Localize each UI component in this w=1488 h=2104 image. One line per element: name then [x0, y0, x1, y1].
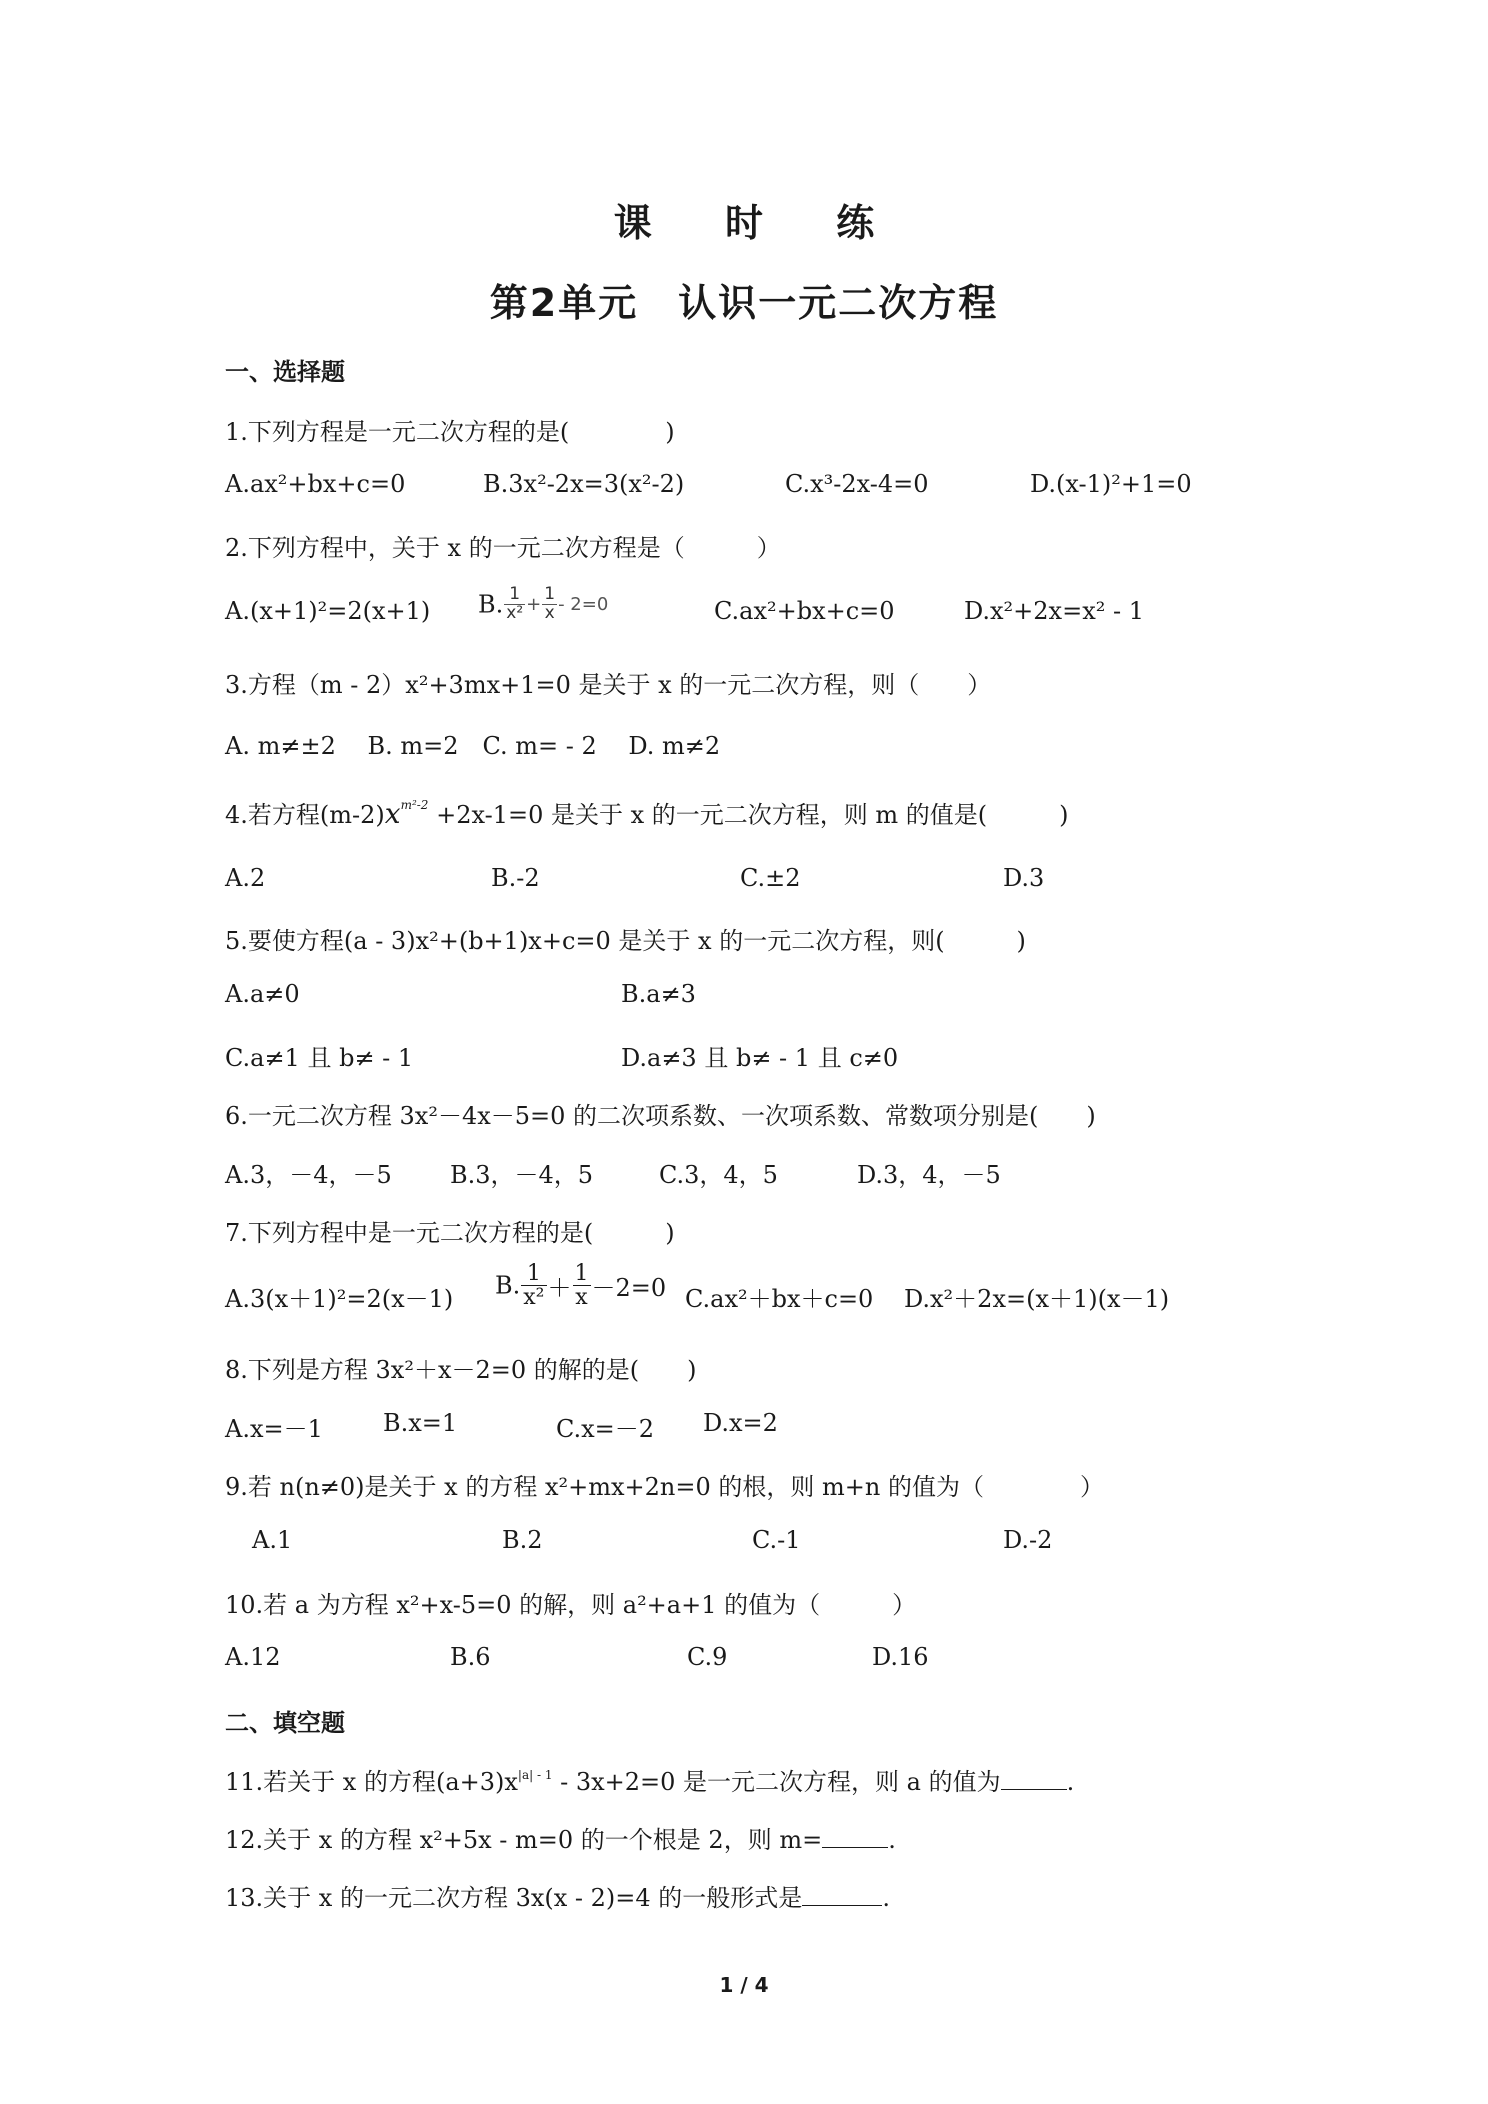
answer-blank[interactable]	[822, 1825, 888, 1848]
question-10-option-d: D.16	[872, 1643, 929, 1671]
question-4-option-d: D.3	[1003, 864, 1045, 892]
fraction	[573, 1262, 591, 1309]
numerator: 1	[504, 586, 525, 605]
stem-end: .	[882, 1884, 890, 1912]
question-7-option-b	[495, 1262, 666, 1309]
answer-blank[interactable]	[802, 1883, 882, 1906]
variable: x	[384, 797, 401, 830]
question-7-option-d: D.x²＋2x=(x＋1)(x－1)	[904, 1285, 1170, 1313]
question-1-option-a: A.ax²+bx+c=0	[225, 470, 406, 498]
question-1-stem: 1.下列方程是一元二次方程的是( )	[225, 418, 675, 446]
question-4-option-a: A.2	[225, 864, 266, 892]
section-heading-fill: 二、填空题	[225, 1709, 345, 1737]
stem-part: 12.关于 x 的方程 x²+5x - m=0 的一个根是 2，则 m=	[225, 1826, 823, 1854]
question-5-option-c: C.a≠1 且 b≠ - 1	[225, 1044, 414, 1072]
denominator: x	[575, 1285, 588, 1311]
question-6-option-b: B.3，－4，5	[450, 1161, 594, 1189]
question-5-option-d: D.a≠3 且 b≠ - 1 且 c≠0	[621, 1044, 899, 1072]
question-8-option-d: D.x=2	[703, 1409, 778, 1437]
question-6-option-d: D.3，4，－5	[857, 1161, 1001, 1189]
question-9-option-c: C.-1	[752, 1526, 801, 1554]
page-title: 课 时 练	[613, 201, 905, 245]
exponent: |a| - 1	[517, 1768, 553, 1782]
question-7-option-c: C.ax²＋bx＋c=0	[685, 1285, 874, 1313]
stem-part: 13.关于 x 的一元二次方程 3x(x - 2)=4 的一般形式是	[225, 1884, 803, 1912]
exponent: m²-2	[400, 798, 429, 812]
question-7-option-a: A.3(x＋1)²=2(x－1)	[225, 1285, 454, 1313]
question-9-stem: 9.若 n(n≠0)是关于 x 的方程 x²+mx+2n=0 的根，则 m+n 的值为（ ）	[225, 1473, 1104, 1501]
equation-rest: －2=0	[591, 1274, 667, 1303]
question-10-option-a: A.12	[225, 1643, 281, 1671]
question-3-options: A. m≠±2 B. m=2 C. m= - 2 D. m≠2	[225, 732, 721, 760]
denominator: x	[544, 602, 555, 623]
stem-part: +2x-1=0 是关于 x 的一元二次方程，则 m 的值是( )	[436, 801, 1069, 829]
question-7-stem: 7.下列方程中是一元二次方程的是( )	[225, 1219, 675, 1247]
question-8-option-a: A.x=－1	[225, 1415, 323, 1443]
stem-end: .	[1066, 1768, 1075, 1796]
stem-part: - 3x+2=0 是一元二次方程，则 a 的值为	[552, 1768, 1001, 1796]
numerator: 1	[544, 584, 556, 604]
question-4-stem	[225, 795, 1069, 830]
equation-rest: - 2=0	[558, 593, 609, 615]
answer-blank[interactable]	[1001, 1767, 1067, 1790]
fraction	[521, 1262, 546, 1309]
question-2-option-c: C.ax²+bx+c=0	[714, 597, 895, 625]
numerator: 1	[521, 1262, 546, 1286]
page-subtitle: 第2单元 认识一元二次方程	[489, 281, 999, 325]
numerator: 1	[574, 1261, 589, 1286]
option-label: B.	[495, 1271, 521, 1300]
question-13-stem	[225, 1878, 890, 1913]
question-10-stem: 10.若 a 为方程 x²+x-5=0 的解，则 a²+a+1 的值为（ ）	[225, 1591, 917, 1619]
question-3-stem: 3.方程（m - 2）x²+3mx+1=0 是关于 x 的一元二次方程，则（ ）	[225, 671, 992, 699]
question-9-option-d: D.-2	[1003, 1526, 1053, 1554]
fraction	[542, 586, 557, 623]
stem-end: .	[888, 1826, 896, 1854]
question-2-option-d: D.x²+2x=x² - 1	[964, 597, 1144, 625]
fraction	[504, 586, 525, 623]
question-8-option-c: C.x=－2	[556, 1415, 655, 1443]
question-1-option-b: B.3x²-2x=3(x²-2)	[483, 470, 685, 498]
stem-part: 11.若关于 x 的方程(a+3)x	[225, 1768, 518, 1796]
question-5-stem: 5.要使方程(a - 3)x²+(b+1)x+c=0 是关于 x 的一元二次方程，则( )	[225, 927, 1026, 955]
question-1-option-c: C.x³-2x-4=0	[785, 470, 929, 498]
denominator: x²	[506, 602, 524, 623]
question-11-stem	[225, 1762, 1074, 1797]
option-label: B.	[478, 590, 504, 619]
question-9-option-a: A.1	[252, 1526, 293, 1554]
question-2-stem: 2.下列方程中，关于 x 的一元二次方程是（ ）	[225, 534, 781, 562]
section-heading-choice: 一、选择题	[225, 358, 345, 386]
question-9-option-b: B.2	[502, 1526, 543, 1554]
question-5-option-a: A.a≠0	[225, 980, 300, 1008]
question-2-option-a: A.(x+1)²=2(x+1)	[225, 597, 431, 625]
stem-part: 4.若方程(m-2)	[225, 801, 385, 829]
question-4-option-b: B.-2	[491, 864, 540, 892]
question-8-option-b: B.x=1	[383, 1409, 458, 1437]
denominator: x²	[523, 1285, 545, 1311]
question-4-option-c: C.±2	[740, 864, 801, 892]
question-10-option-b: B.6	[450, 1643, 491, 1671]
question-5-option-b: B.a≠3	[621, 980, 696, 1008]
plus-sign: +	[526, 593, 542, 615]
question-6-option-a: A.3，－4，－5	[225, 1161, 392, 1189]
question-6-stem: 6.一元二次方程 3x²－4x－5=0 的二次项系数、一次项系数、常数项分别是( )	[225, 1102, 1096, 1130]
question-10-option-c: C.9	[687, 1643, 728, 1671]
question-2-option-b	[478, 586, 608, 623]
question-1-option-d: D.(x-1)²+1=0	[1030, 470, 1192, 498]
question-12-stem	[225, 1820, 896, 1855]
question-6-option-c: C.3，4，5	[659, 1161, 778, 1189]
plus-sign: ＋	[547, 1274, 572, 1303]
question-8-stem: 8.下列是方程 3x²＋x－2=0 的解的是( )	[225, 1356, 697, 1384]
page-number: 1 / 4	[719, 1973, 769, 1997]
